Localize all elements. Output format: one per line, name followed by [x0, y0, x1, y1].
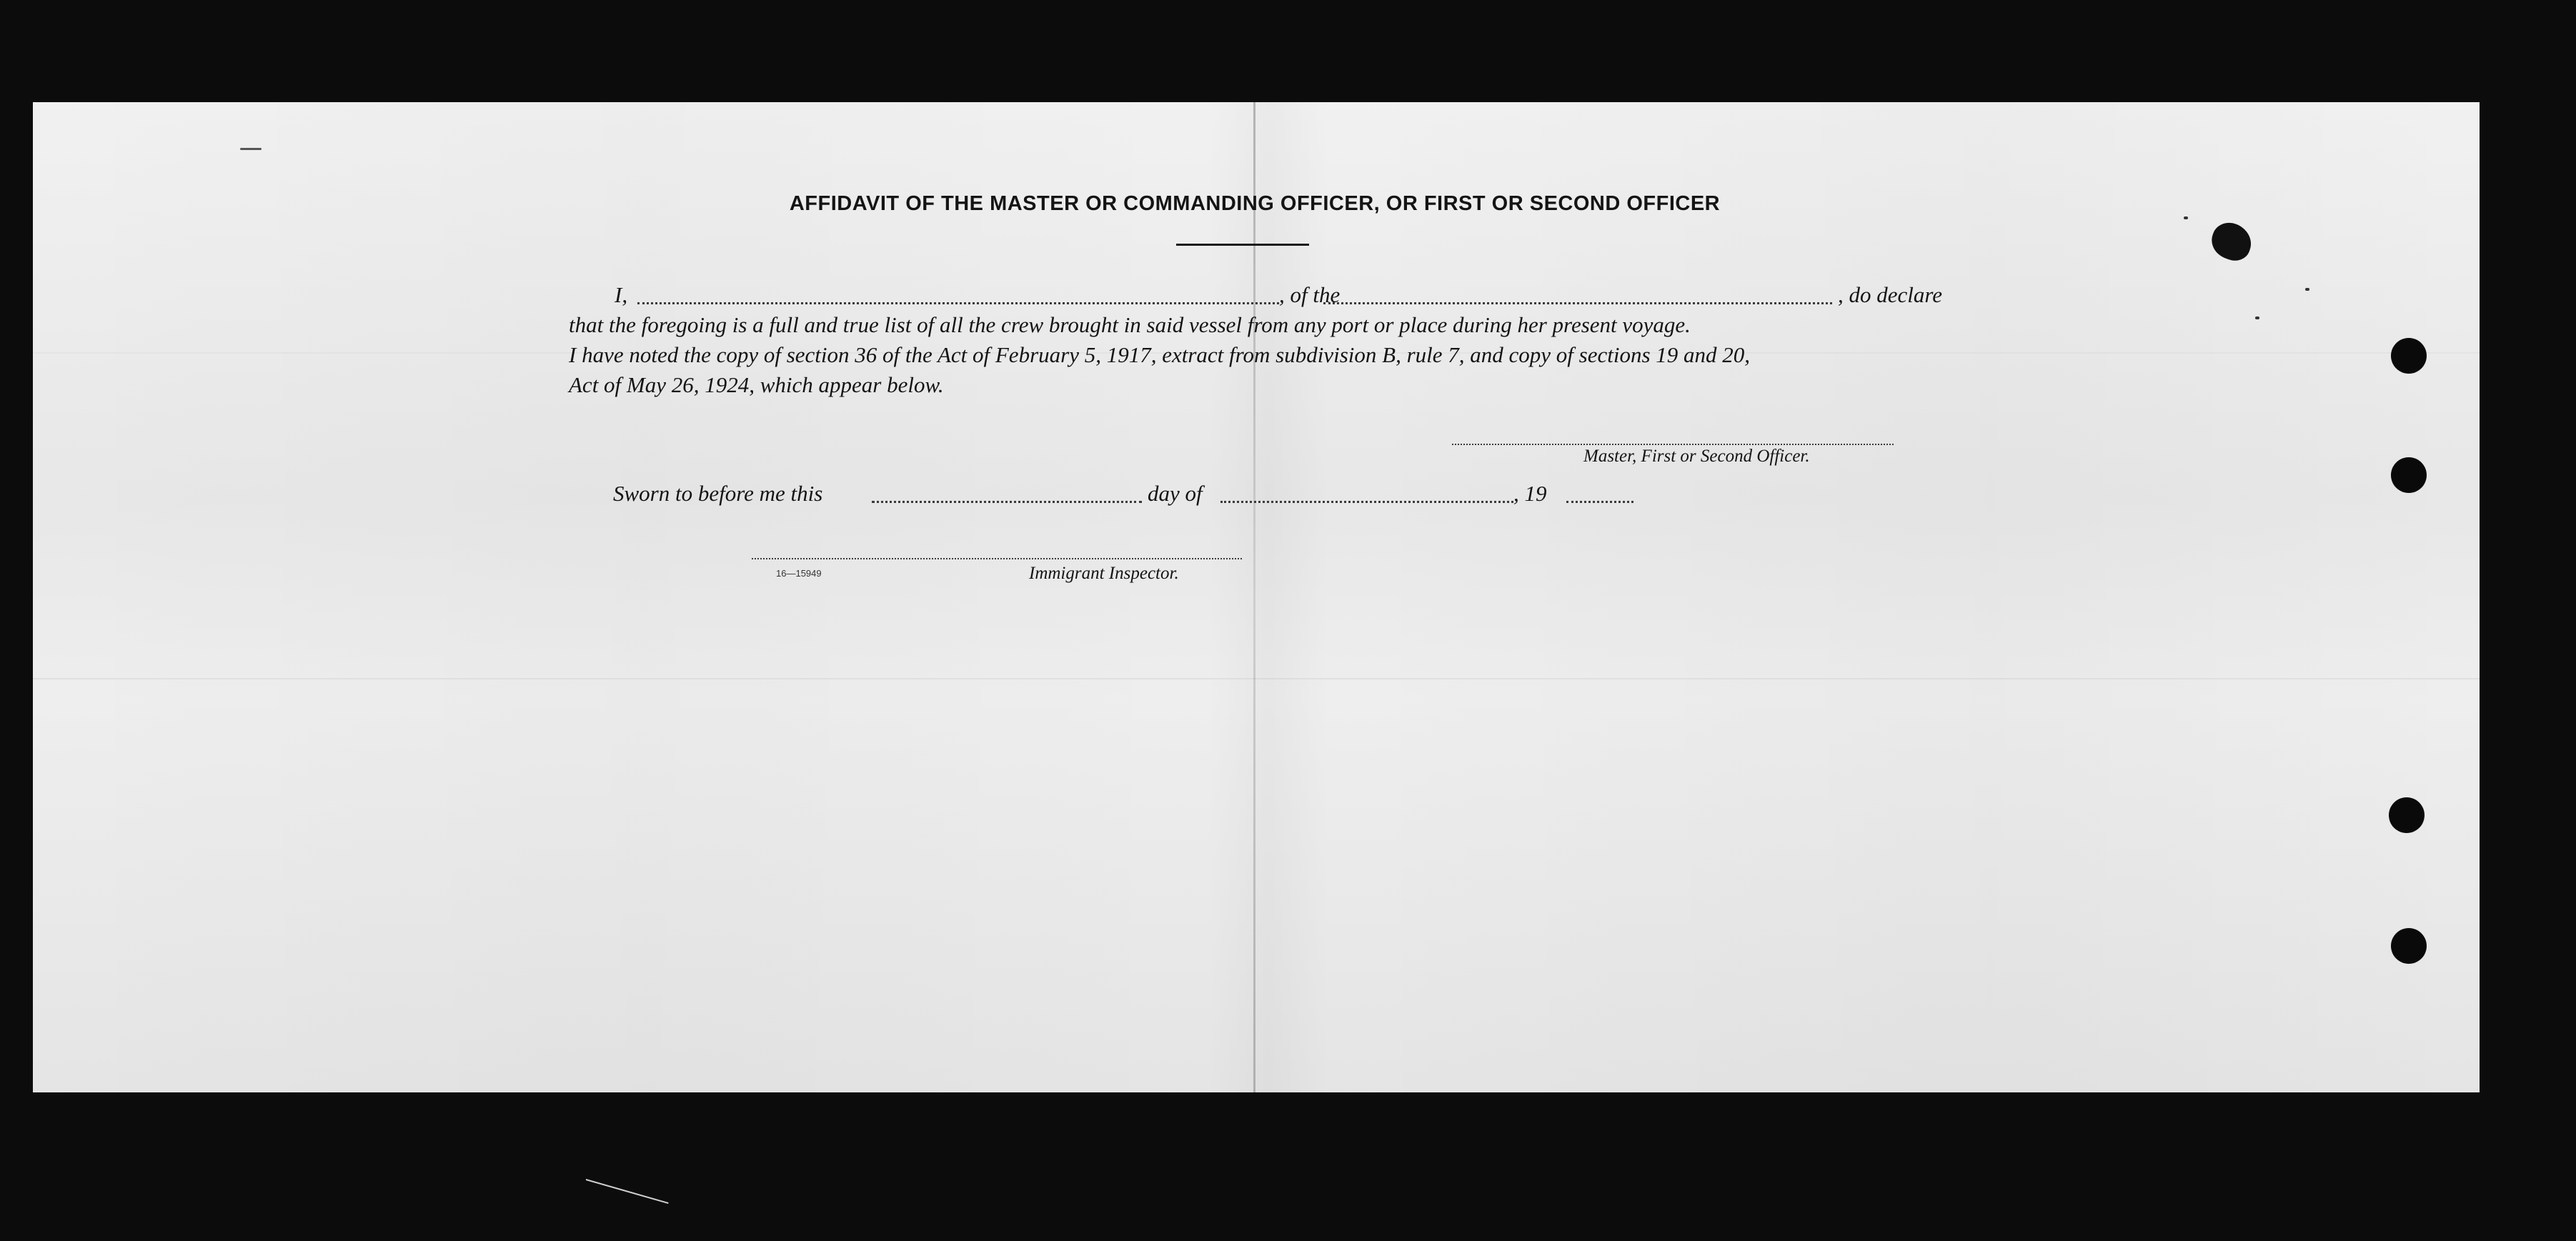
punch-hole: [2391, 338, 2427, 374]
form-number: 16—15949: [776, 568, 822, 579]
inspector-signature-field[interactable]: [752, 558, 1242, 559]
title-underline: [1176, 244, 1309, 246]
sworn-year-field[interactable]: [1566, 501, 1633, 503]
declaration-line-2: that the foregoing is a full and true list of all the crew brought in said vessel from any port or place during her present voyage.: [569, 312, 1691, 337]
ink-blot: [2207, 218, 2257, 265]
declaration-line-3: I have noted the copy of section 36 of the Act of February 5, 1917, extract from subdivision B, rule 7, and copy of sections 19 and 20,: [569, 342, 1751, 367]
sworn-year-prefix: , 19: [1513, 481, 1547, 506]
declaration-do-declare-label: , do declare: [1838, 282, 1943, 307]
speck: [2255, 317, 2259, 319]
sworn-day-field[interactable]: [872, 501, 1142, 503]
declarant-name-field[interactable]: [637, 302, 1279, 304]
punch-hole: [2391, 928, 2427, 964]
vessel-name-field[interactable]: [1323, 302, 1832, 304]
affidavit-title: AFFIDAVIT OF THE MASTER OR COMMANDING OFFICER, OR FIRST OR SECOND OFFICER: [789, 192, 1721, 215]
declaration-i-label: I,: [615, 282, 628, 307]
sworn-prefix-label: Sworn to before me this: [613, 481, 823, 506]
punch-hole: [2391, 457, 2427, 493]
speck: [2184, 216, 2188, 219]
declaration-of-the-label: , of the: [1279, 282, 1341, 307]
speck: [2305, 288, 2309, 291]
punch-hole: [2389, 797, 2425, 833]
horizontal-crease: [33, 678, 2480, 679]
document-sheet: [33, 102, 2480, 1092]
sworn-month-field[interactable]: [1220, 501, 1513, 503]
sworn-day-of-label: day of: [1148, 481, 1203, 506]
master-signature-label: Master, First or Second Officer.: [1583, 447, 1810, 466]
declaration-line-4: Act of May 26, 1924, which appear below.: [569, 372, 944, 397]
center-fold: [1253, 102, 1255, 1092]
inspector-label: Immigrant Inspector.: [1029, 564, 1179, 583]
speck: [240, 148, 262, 150]
background-scratch: [586, 1179, 669, 1204]
master-signature-field[interactable]: [1452, 444, 1894, 445]
